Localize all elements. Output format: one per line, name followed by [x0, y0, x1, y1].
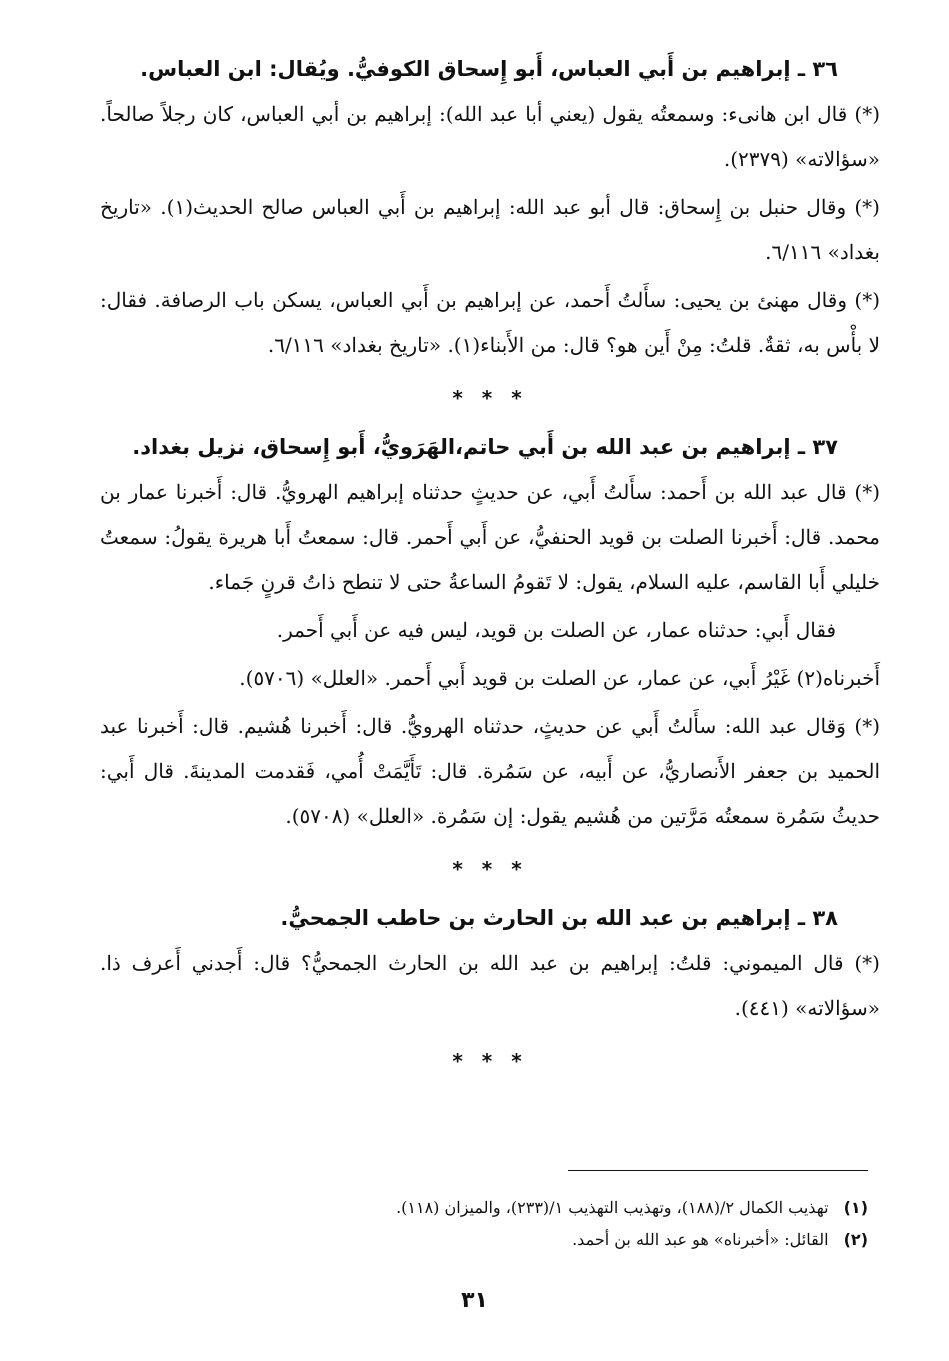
- footnote-number: (٢): [843, 1230, 868, 1249]
- section-separator: * * *: [452, 857, 528, 881]
- footnote-rule: [568, 1170, 868, 1171]
- section-separator: * * *: [452, 1049, 528, 1073]
- paragraph: (*) وَقال عبد الله: سأَلتُ أَبي عن حديثٍ، حدثناه الهرويُّ. قال: أَخبرنا هُشيم. قال: أَخبرنا عبد الحميد بن جعفر الأَنصاريُّ، عن أَبيه، عن سَمُرة. قال: تَأَيَّمَتْ أُمي، فَقدمت المدينةَ. قال أَبي: حديثُ سَمُرة سمعتُه مَرَّتين من هُشيم يقول: إن سَمُرة. «العلل» (٥٧٠٨).: [100, 714, 880, 828]
- footnote: [300, 1224, 868, 1256]
- entry-title: ٣٦ ـ إبراهيم بن أَبي العباس، أَبو إِسحاق الكوفيُّ. ويُقال: ابن العباس.: [140, 57, 838, 81]
- entry-title: ٣٨ ـ إبراهيم بن عبد الله بن الحارث بن حاطب الجمحيُّ.: [280, 906, 838, 930]
- paragraph: (*) وقال حنبل بن إِسحاق: قال أبو عبد الله: إبراهيم بن أَبي العباس صالح الحديث(١). «تاريخ بغداد» ٦/١١٦.: [100, 195, 880, 264]
- entry-title: ٣٧ ـ إبراهيم بن عبد الله بن أَبي حاتم،الهَرَويُّ، أَبو إِسحاق، نزيل بغداد.: [132, 435, 838, 459]
- page-number: ٣١: [461, 1288, 488, 1313]
- section-separator: * * *: [452, 386, 528, 410]
- entry-36: [100, 52, 880, 368]
- footnote-text: القائل: «أخبرناه» هو عبد الله بن أحمد.: [572, 1230, 829, 1249]
- entry-38: [100, 901, 880, 1031]
- paragraph: (*) قال الميموني: قلتُ: إبراهيم بن عبد الله بن الحارث الجمحيُّ؟ قال: أَجدني أَعرف ذا. «سؤالاته» (٤٤١).: [100, 951, 880, 1020]
- footnote: [300, 1192, 868, 1224]
- footnote-number: (١): [843, 1198, 868, 1217]
- paragraph: (*) قال عبد الله بن أَحمد: سأَلتُ أَبي، عن حديثٍ حدثناه إبراهيم الهرويُّ. قال: أَخبرنا عمار بن محمد. قال: أَخبرنا الصلت بن قويد الحنفيُّ، عن أَبي أَحمر. قال: سمعتُ أَبا هريرة يقولُ: سمعتُ خليلي أَبا القاسم، عليه السلام، يقول: لا تَقومُ الساعةُ حتى لا تنطح ذاتُ قرنٍ جَماء.: [100, 480, 880, 594]
- footnotes: [300, 1192, 868, 1256]
- footnote-text: تهذيب الكمال ٢/(١٨٨)، وتهذيب التهذيب ١/(٢٣٣)، والميزان (١١٨).: [396, 1198, 829, 1217]
- paragraph: (*) قال ابن هانىء: وسمعتُه يقول (يعني أبا عبد الله): إبراهيم بن أبي العباس، كان رجلاً صالحاً. «سؤالاته» (٢٣٧٩).: [100, 102, 880, 171]
- paragraph: فقال أَبي: حدثناه عمار، عن الصلت بن قويد، ليس فيه عن أَبي أَحمر.: [276, 618, 836, 642]
- paragraph: (*) وقال مهنئ بن يحيى: سأَلتُ أَحمد، عن إبراهيم بن أَبي العباس، يسكن باب الرصافة. فقال: لا بأْس به، ثقةٌ. قلتُ: مِنْ أَين هو؟ قال: من الأَبناء(١). «تاريخ بغداد» ٦/١١٦.: [100, 288, 880, 357]
- paragraph: أَخبرناه(٢) غَيْرُ أَبي، عن عمار، عن الصلت بن قويد أَبي أَحمر. «العلل» (٥٧٠٦).: [239, 666, 880, 690]
- page-body: [100, 52, 880, 1093]
- entry-37: [100, 430, 880, 839]
